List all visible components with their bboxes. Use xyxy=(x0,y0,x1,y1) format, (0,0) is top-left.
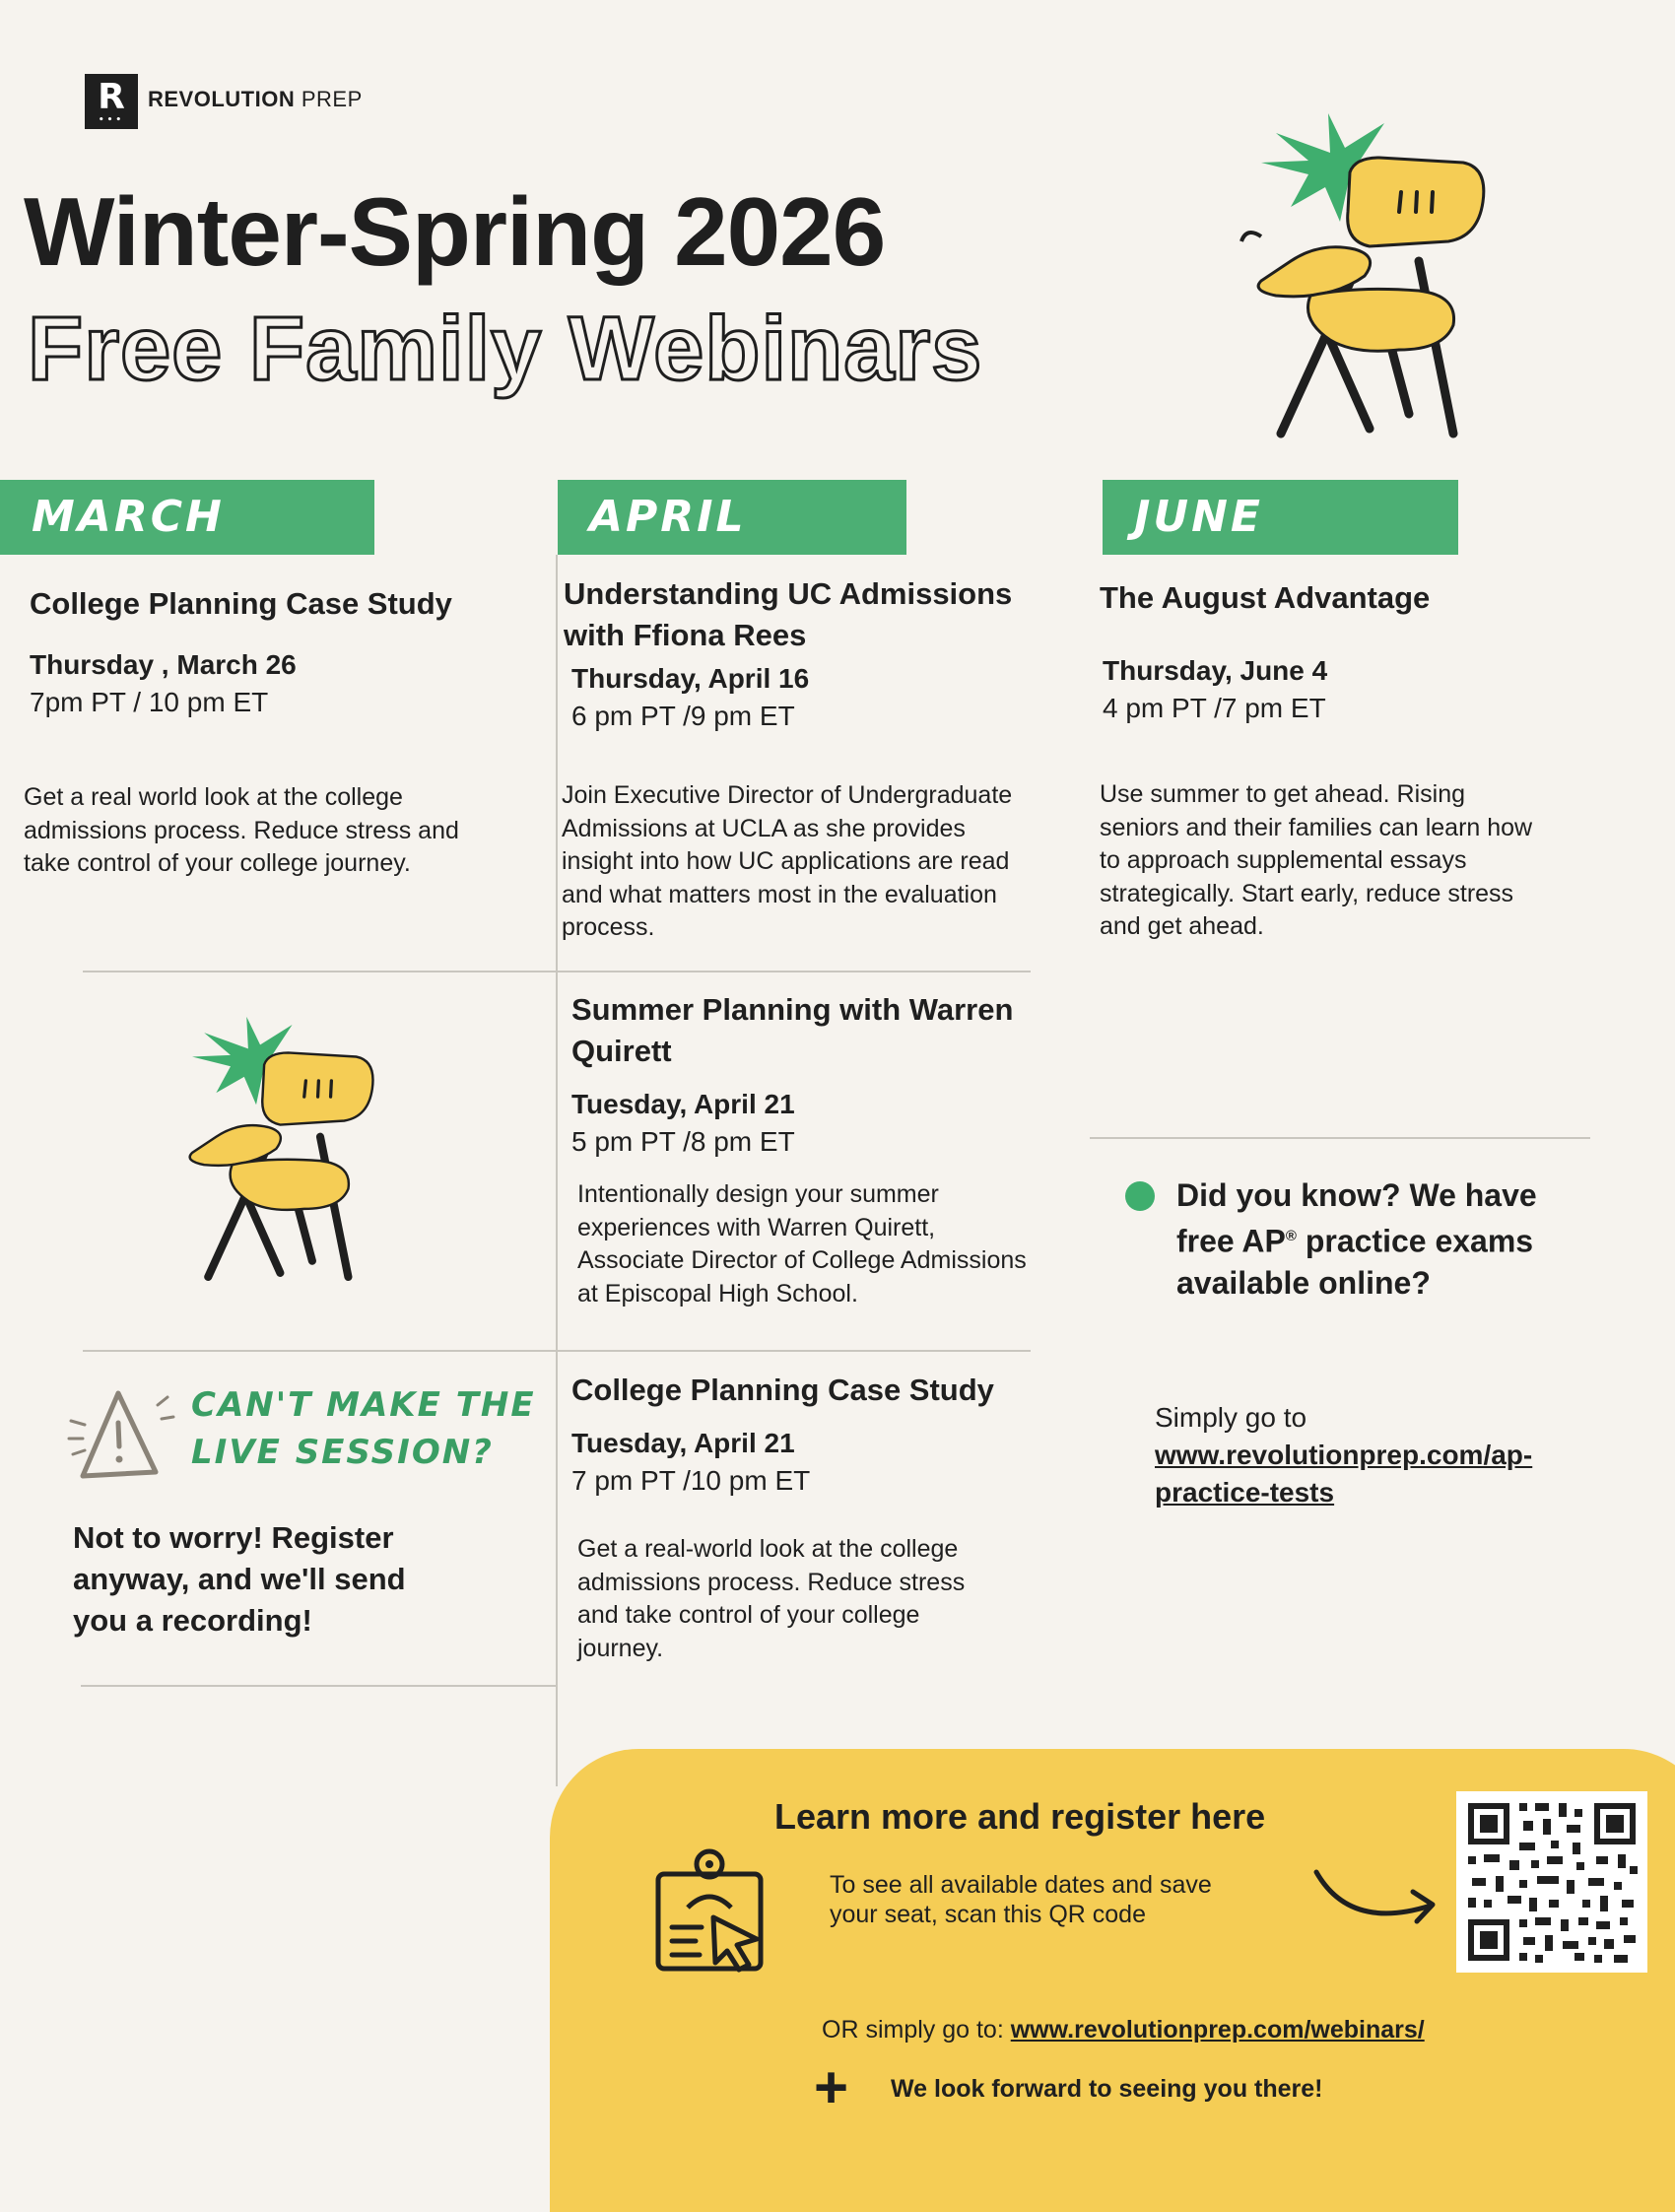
ap-tests-note: Simply go to www.revolutionprep.com/ap-practice-tests xyxy=(1155,1402,1533,1508)
register-instructions: To see all available dates and save your seat, scan this QR code xyxy=(830,1871,1212,1928)
event-title: College Planning Case Study xyxy=(571,1373,994,1407)
month-banner-april: APRIL xyxy=(558,480,906,555)
event-title: Summer Planning with Warren Quirett xyxy=(571,992,1014,1068)
logo-mark: R ••• xyxy=(85,74,138,129)
event-day: Tuesday, April 21 xyxy=(571,1428,795,1458)
school-desk-chair-icon xyxy=(128,1015,384,1291)
event-title: The August Advantage xyxy=(1100,580,1431,615)
person-screen-cursor-icon xyxy=(650,1844,778,1978)
event-description: Use summer to get ahead. Rising seniors and their families can learn how to approach supplemental essays strategically. Start early, reduce stress and get ahead. xyxy=(1100,780,1533,940)
closing-message: We look forward to seeing you there! xyxy=(891,2075,1323,2103)
recording-note: Not to worry! Register anyway, and we'll send you a recording! xyxy=(73,1520,406,1638)
curved-arrow-icon xyxy=(1310,1862,1448,1941)
school-desk-chair-icon xyxy=(1182,113,1498,448)
page-title: Winter-Spring 2026 xyxy=(24,177,886,286)
event-title: Understanding UC Admissions with Ffiona Rees xyxy=(564,576,1013,652)
divider xyxy=(558,971,1031,972)
event-description: Join Executive Director of Undergraduate Admissions at UCLA as she provides insight into how UC applications are read and what matters most in the evaluation process. xyxy=(562,781,1013,941)
divider xyxy=(558,1350,1031,1352)
event-title: College Planning Case Study xyxy=(30,586,452,621)
webinars-link[interactable]: www.revolutionprep.com/webinars/ xyxy=(1010,2016,1425,2044)
cant-make-heading: CAN'T MAKE THE LIVE SESSION? xyxy=(191,1385,536,1472)
event-description: Intentionally design your summer experiences with Warren Quirett, Associate Director of College Admissions at Episcopal High School. xyxy=(577,1180,1027,1307)
event-time: 7pm PT / 10 pm ET xyxy=(30,687,269,717)
qr-code[interactable] xyxy=(1456,1791,1647,1973)
did-you-know-text: Did you know? We have free AP® practice exams available online? xyxy=(1176,1177,1537,1301)
event-day: Thursday, April 16 xyxy=(571,663,810,694)
divider xyxy=(81,1685,556,1687)
event-time: 4 pm PT /7 pm ET xyxy=(1103,693,1326,723)
event-card xyxy=(571,1370,1035,1500)
logo-text: REVOLUTION PREP xyxy=(148,87,363,111)
event-card xyxy=(30,583,522,721)
green-dot-icon xyxy=(1125,1181,1155,1211)
event-time: 7 pm PT /10 pm ET xyxy=(571,1465,811,1496)
register-url-line: OR simply go to: www.revolutionprep.com/webinars/ xyxy=(822,2016,1425,2044)
divider xyxy=(83,971,556,972)
event-card xyxy=(571,989,1035,1161)
month-banner-june: JUNE xyxy=(1103,480,1458,555)
column-divider xyxy=(556,555,558,1786)
event-card xyxy=(564,573,1037,735)
event-time: 6 pm PT /9 pm ET xyxy=(571,701,795,731)
divider xyxy=(83,1350,556,1352)
event-card xyxy=(1100,577,1573,727)
event-day: Thursday , March 26 xyxy=(30,649,297,680)
divider xyxy=(1090,1137,1590,1139)
event-description: Get a real world look at the college admissions process. Reduce stress and take control of your college journey. xyxy=(24,783,459,877)
warning-triangle-icon xyxy=(67,1381,175,1486)
event-day: Tuesday, April 21 xyxy=(571,1089,795,1119)
month-banner-march: MARCH xyxy=(0,480,374,555)
page-subtitle: Free Family Webinars xyxy=(28,299,983,399)
event-time: 5 pm PT /8 pm ET xyxy=(571,1126,795,1157)
event-description: Get a real-world look at the college admissions process. Reduce stress and take control of your college journey. xyxy=(577,1535,966,1662)
ap-practice-tests-link[interactable]: www.revolutionprep.com/ap-practice-tests xyxy=(1155,1440,1533,1508)
register-heading: Learn more and register here xyxy=(774,1796,1266,1837)
event-day: Thursday, June 4 xyxy=(1103,655,1328,686)
plus-icon: + xyxy=(814,2054,849,2120)
